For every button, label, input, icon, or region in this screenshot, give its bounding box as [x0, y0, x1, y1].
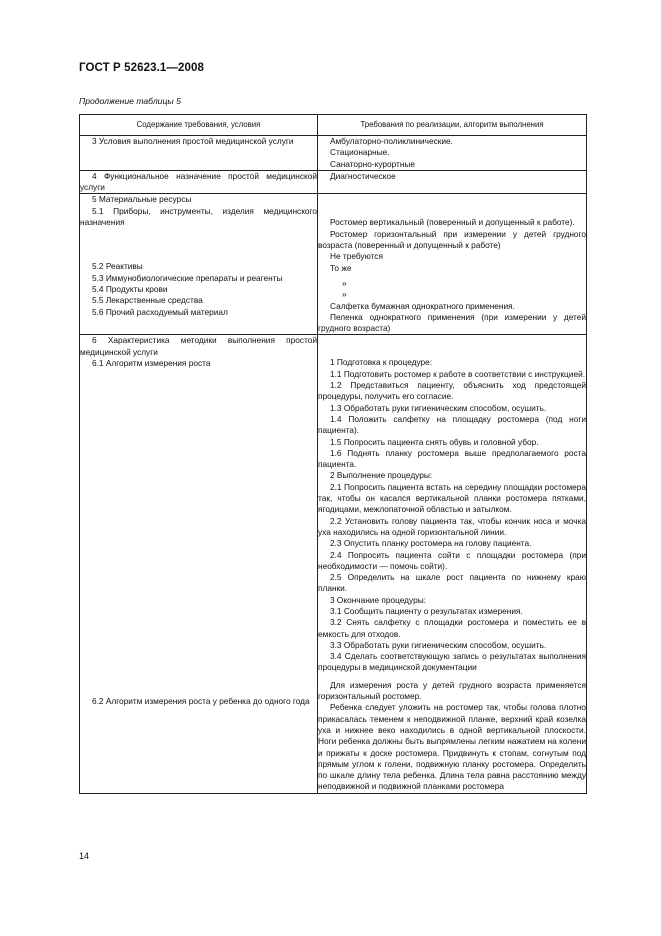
resource-value: То же	[330, 262, 352, 273]
resource-category: 5.2 Реактивы	[92, 261, 143, 272]
method-label: 6 Характеристика методики выполнения простой медицинской услуги	[80, 335, 317, 357]
step-item: 2.4 Попросить пациента сойти с площадки ростомера (при необходимости — помочь сойти).	[318, 549, 586, 571]
step-heading: 1 Подготовка к процедуре:	[330, 357, 433, 368]
resource-value: Салфетка бумажная однократного применения.	[330, 300, 515, 311]
column-header-algorithm: Требования по реализации, алгоритм выполнения	[318, 115, 587, 136]
spacer	[318, 335, 586, 357]
cell-method	[80, 335, 318, 793]
resource-value: Ростомер горизонтальный при измерении у детей грудного возраста (поверенный и допущенный к работе)	[318, 228, 586, 251]
page-number: 14	[79, 851, 90, 861]
cell-function-value	[318, 170, 587, 194]
function-label: 4 Функциональное назначение простой медицинской услуги	[80, 170, 317, 193]
table-row	[80, 170, 587, 194]
condition-item: Амбулаторно-поликлинические.	[330, 136, 453, 146]
ditto-mark: »	[342, 289, 347, 300]
spacer	[80, 369, 317, 696]
conditions-label: 3 Условия выполнения простой медицинской услуги	[92, 136, 294, 146]
ditto-mark: »	[342, 277, 347, 288]
algorithm-infant-label: 6.2 Алгоритм измерения роста у ребенка до одного года	[92, 696, 310, 707]
resource-category: 5.6 Прочий расходуемый материал	[92, 306, 228, 317]
step-item: 1.5 Попросить пациента снять обувь и головной убор.	[330, 436, 539, 447]
condition-item: Санаторно-курортные	[330, 158, 416, 169]
condition-item: Стационарные.	[330, 147, 390, 158]
cell-function	[80, 170, 318, 194]
step-item: 1.6 Поднять планку ростомера выше предполагаемого роста пациента.	[318, 447, 586, 470]
cell-conditions	[80, 136, 318, 171]
resources-label: 5 Материальные ресурсы	[92, 194, 192, 205]
algorithm-height-label: 6.1 Алгоритм измерения роста	[92, 358, 211, 369]
step-item: 3.1 Сообщить пациенту о результатах измерения.	[330, 605, 523, 616]
spacer	[80, 228, 317, 261]
function-value: Диагностическое	[330, 170, 396, 181]
step-item: 2.2 Установить голову пациента так, чтобы кончик носа и мочка уха находились на одной горизонтальной линии.	[318, 515, 586, 537]
step-item: 2.3 Опустить планку ростомера на голову пациента.	[330, 538, 532, 549]
requirements-table	[79, 114, 587, 794]
cell-resources	[80, 194, 318, 335]
step-heading: 2 Выполнение процедуры:	[330, 470, 433, 481]
table-row	[80, 136, 587, 171]
resource-value: Ростомер вертикальный (поверенный и допущенный к работе).	[330, 217, 575, 228]
spacer	[318, 194, 586, 217]
step-item: 1.3 Обработать руки гигиеническим способом, осушить.	[330, 402, 547, 413]
cell-resources-values	[318, 194, 587, 335]
cell-conditions-values	[318, 136, 587, 171]
infant-instructions: Ребенка следует уложить на ростомер так, чтобы голова плотно прикасалась теменем к неподвижной планке, верхний край козелка уха и нижнее веко находились в одной вертикальной плоскости. Ноги ребенка должны быть выпрямлены легким нажатием на колени и прижаты к доске ростомера. Придвинуть к стопам, согнутым под прямым углом к голени, подвижную планку ростомера. Определить по шкале длину тела ребенка. Длина тела равна расстоянию между неподвижной и подвижной планками ростомера	[318, 702, 586, 792]
step-item: 1.4 Положить салфетку на площадку ростомера (под ноги пациента).	[318, 413, 586, 436]
table-row	[80, 194, 587, 335]
step-item: 2.5 Определить на шкале рост пациента по нижнему краю планки.	[318, 572, 586, 594]
step-item: 3.3 Обработать руки гигиеническим способом, осушить.	[330, 639, 547, 650]
resource-value: Не требуются	[330, 251, 383, 262]
step-item: 1.1 Подготовить ростомер к работе в соответствии с инструкцией.	[330, 368, 586, 379]
column-header-requirement: Содержание требования, условия	[80, 115, 318, 136]
resource-category: 5.5 Лекарственные средства	[92, 295, 203, 306]
table-row	[80, 335, 587, 793]
table-continuation-caption: Продолжение таблицы 5	[79, 96, 181, 106]
step-item: 3.2 Снять салфетку с площадки ростомера и поместить ее в емкость для отходов.	[318, 617, 586, 639]
cell-method-steps	[318, 335, 587, 793]
resource-category: 5.4 Продукты крови	[92, 283, 168, 294]
table-header-row	[80, 115, 587, 136]
document-header: ГОСТ Р 52623.1—2008	[79, 62, 204, 74]
step-heading: 3 Окончание процедуры:	[330, 594, 426, 605]
step-item: 1.2 Представиться пациенту, объяснить ход предстоящей процедуры, получить его согласие.	[318, 380, 586, 402]
resource-category: 5.1 Приборы, инструменты, изделия медицинского назначения	[80, 205, 317, 228]
infant-intro: Для измерения роста у детей грудного возраста применяется горизонтальный ростомер.	[318, 679, 586, 702]
resource-value: Пеленка однократного применения (при измерении у детей грудного возраста)	[318, 311, 586, 334]
resource-category: 5.3 Иммунобиологические препараты и реагенты	[92, 272, 283, 283]
step-item: 2.1 Попросить пациента встать на середину площадки ростомера так, чтобы он касался вертикальной планки ростомера пятками, ягодицами, межлопаточной областью и затылком.	[318, 481, 586, 515]
step-item: 3.4 Сделать соответствующую запись о результатах выполнения процедуры в медицинской документации	[318, 651, 586, 673]
